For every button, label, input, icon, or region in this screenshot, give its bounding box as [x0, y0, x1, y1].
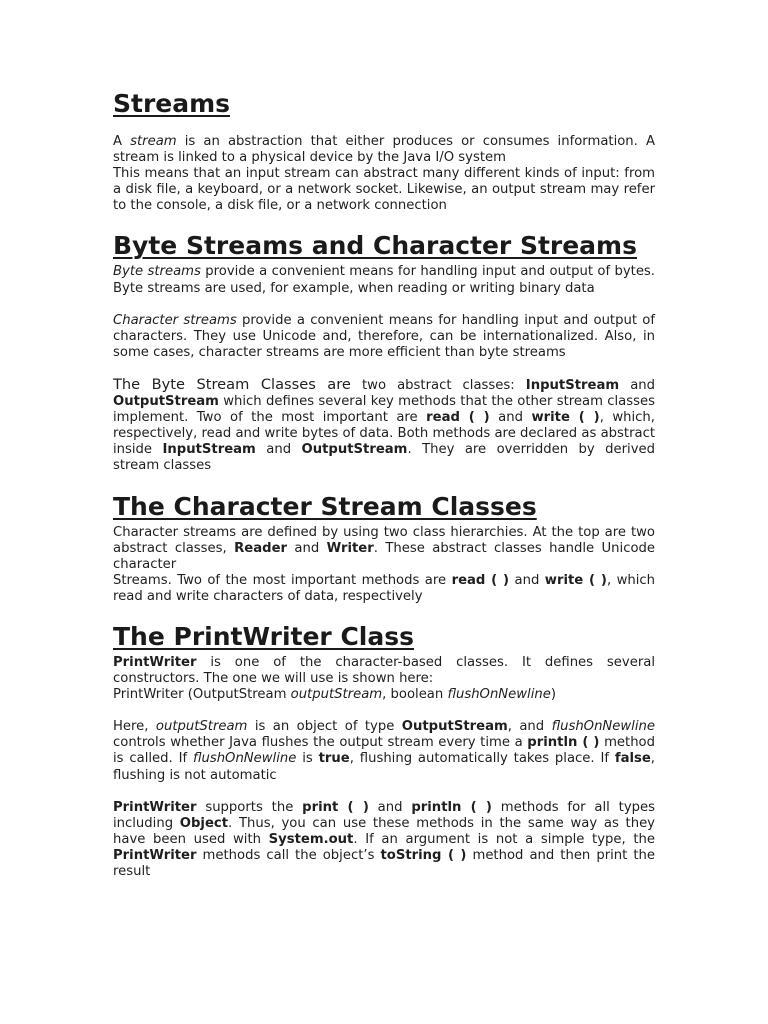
paragraph-printwriter-intro: PrintWriter is one of the character-based classes. It defines several constructors. The one we will use is shown here:: [113, 654, 655, 687]
paragraph-byte-stream-classes: The Byte Stream Classes are two abstract classes: InputStream and OutputStream which defines several key methods that the other stream classes implement. Two of the most important are read ( ) and write ( ), which, respectively, read and write bytes of data. Both methods are declared as abstract inside InputStream and OutputStream. They are overridden by derived stream classes: [113, 375, 655, 474]
document-page: [113, 86, 655, 880]
heading-printwriter-class: The PrintWriter Class: [113, 621, 415, 651]
spacer: [113, 297, 655, 313]
paragraph-stream-definition: A stream is an abstraction that either produces or consumes information. A stream is linked to a physical device by the Java I/O system: [113, 134, 655, 166]
paragraph-printwriter-methods: PrintWriter supports the print ( ) and println ( ) methods for all types including Object. Thus, you can use these methods in the same way as they have been used with System.out. If an argument is not a simple type, the PrintWriter methods call the object’s toString ( ) method and then print the result: [113, 799, 655, 879]
heading-byte-character-streams: Byte Streams and Character Streams: [113, 231, 637, 261]
spacer: [113, 784, 655, 800]
spacer: [113, 361, 655, 377]
heading-character-stream-classes: The Character Stream Classes: [113, 491, 537, 521]
paragraph-printwriter-flush: Here, outputStream is an object of type OutputStream, and flushOnNewline controls whether Java flushes the output stream every time a println ( ) method is called. If flushOnNewline is true, flushing automatically takes place. If false, flushing is not automatic: [113, 719, 655, 783]
heading-streams: Streams: [113, 89, 231, 118]
paragraph-character-streams: Character streams provide a convenient means for handling input and output of characters. They use Unicode and, therefore, can be internationalized. Also, in some cases, character streams are more efficient than byte streams: [113, 312, 655, 360]
paragraph-printwriter-constructor: PrintWriter (OutputStream outputStream, boolean flushOnNewline): [113, 687, 557, 703]
paragraph-character-hierarchies: Character streams are defined by using two class hierarchies. At the top are two abstract classes, Reader and Writer. These abstract classes handle Unicode character: [113, 524, 655, 572]
paragraph-character-methods: Streams. Two of the most important methods are read ( ) and write ( ), which read and write characters of data, respectively: [113, 572, 655, 604]
paragraph-input-stream: This means that an input stream can abstract many different kinds of input: from a disk file, a keyboard, or a network socket. Likewise, an output stream may refer to the console, a disk file, or a network connection: [113, 166, 655, 214]
paragraph-byte-streams: Byte streams provide a convenient means for handling input and output of bytes. Byte streams are used, for example, when reading or writing binary data: [113, 264, 655, 296]
spacer: [113, 703, 655, 719]
